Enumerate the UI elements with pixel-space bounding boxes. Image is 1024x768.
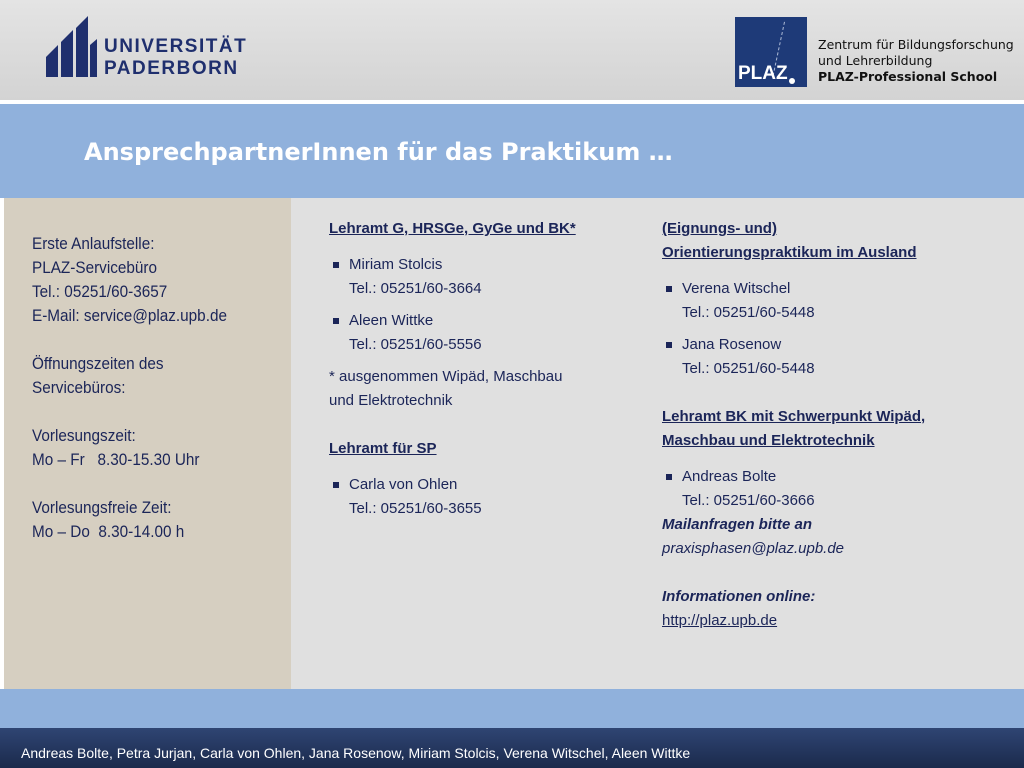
- footnote-line2: und Elektrotechnik: [329, 392, 453, 409]
- contact-phone: Tel.: 05251/60-3655: [349, 500, 482, 517]
- mail-address: praxisphasen@plaz.upb.de: [662, 540, 845, 557]
- university-name: [104, 36, 247, 80]
- contacts-column-2: [662, 217, 1012, 633]
- contact-name: Verena Witschel: [662, 277, 1012, 301]
- contact-name: Jana Rosenow: [662, 333, 1012, 357]
- service-email: E-Mail: service@plaz.upb.de: [32, 306, 227, 325]
- service-office-info: [32, 232, 227, 544]
- footer-authors: Andreas Bolte, Petra Jurjan, Carla von Ohlen, Jana Rosenow, Miriam Stolcis, Verena Witschel, Aleen Wittke: [21, 745, 691, 761]
- university-logo-icon: [46, 15, 98, 79]
- university-name-line1: UNIVERSITÄT: [104, 36, 248, 57]
- plaz-description: [818, 37, 1014, 85]
- info-label: Informationen online:: [662, 588, 816, 605]
- info-link[interactable]: http://plaz.upb.de: [662, 612, 778, 629]
- plaz-logo-dot-icon: [789, 78, 795, 84]
- opening-hours-heading-2: Servicebüros:: [32, 378, 126, 397]
- plaz-logo-word: PLAZ: [738, 63, 788, 84]
- bottom-band: [0, 689, 1024, 728]
- section-heading-bk-2: Maschbau und Elektrotechnik: [662, 432, 875, 449]
- mail-label: Mailanfragen bitte an: [662, 516, 813, 533]
- contact-phone: Tel.: 05251/60-3666: [682, 492, 815, 509]
- service-label: Erste Anlaufstelle:: [32, 234, 155, 253]
- service-office-name: PLAZ-Servicebüro: [32, 258, 158, 277]
- footnote-line1: * ausgenommen Wipäd, Maschbau: [329, 368, 563, 385]
- contact-name: Aleen Wittke: [329, 309, 629, 333]
- plaz-logo: [735, 17, 807, 87]
- contacts-column-1: [329, 217, 629, 521]
- section-heading-ausland-1: (Eignungs- und): [662, 220, 777, 237]
- contact-phone: Tel.: 05251/60-5448: [682, 360, 815, 377]
- contact-name: Carla von Ohlen: [329, 473, 629, 497]
- section-heading-bk-1: Lehramt BK mit Schwerpunkt Wipäd,: [662, 408, 926, 425]
- plaz-description-line2: und Lehrerbildung: [818, 53, 933, 68]
- plaz-description-line3: PLAZ-Professional School: [818, 69, 998, 84]
- section-heading-lehramt-sp: Lehramt für SP: [329, 440, 437, 457]
- lecture-free-label: Vorlesungsfreie Zeit:: [32, 498, 172, 517]
- page-title: AnsprechpartnerInnen für das Praktikum …: [84, 138, 673, 166]
- section-heading-lehramt-g: Lehramt G, HRSGe, GyGe und BK*: [329, 220, 576, 237]
- lecture-period-label: Vorlesungszeit:: [32, 426, 136, 445]
- contact-name: Andreas Bolte: [662, 465, 1012, 489]
- lecture-free-hours: Mo – Do 8.30-14.00 h: [32, 522, 185, 541]
- service-phone: Tel.: 05251/60-3657: [32, 282, 168, 301]
- contact-phone: Tel.: 05251/60-3664: [349, 280, 482, 297]
- contact-phone: Tel.: 05251/60-5556: [349, 336, 482, 353]
- contact-phone: Tel.: 05251/60-5448: [682, 304, 815, 321]
- university-name-line2: PADERBORN: [104, 58, 239, 79]
- section-heading-ausland-2: Orientierungspraktikum im Ausland: [662, 244, 917, 261]
- plaz-description-line1: Zentrum für Bildungsforschung: [818, 37, 1014, 52]
- contact-name: Miriam Stolcis: [329, 253, 629, 277]
- opening-hours-heading: Öffnungszeiten des: [32, 354, 164, 373]
- lecture-period-hours: Mo – Fr 8.30-15.30 Uhr: [32, 450, 200, 469]
